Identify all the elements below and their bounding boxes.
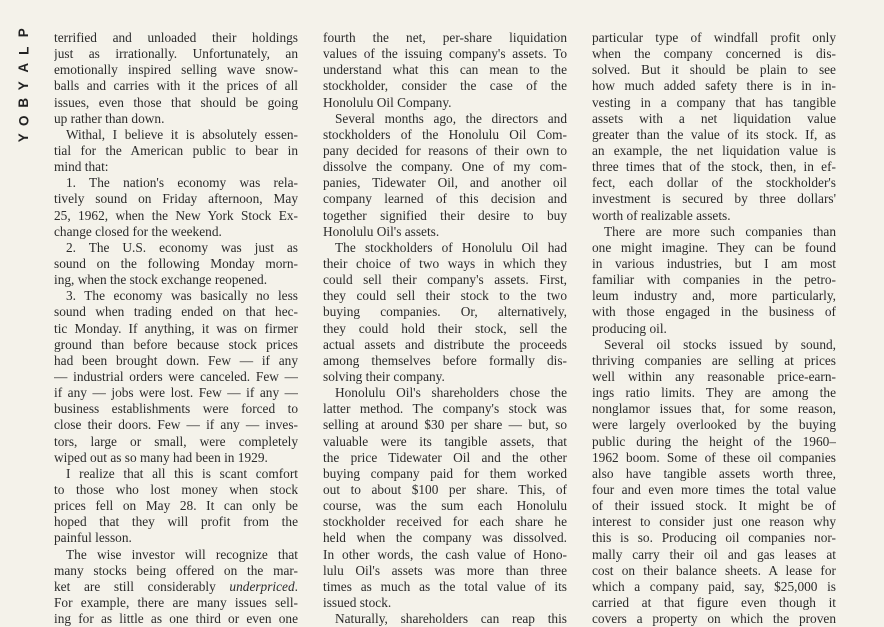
text-line: if any — jobs were lost. Few — if any — — [54, 385, 298, 401]
text-line: among themselves before formally dis- — [323, 352, 567, 368]
text-line: fect, each dollar of the stockholder's — [592, 175, 836, 191]
text-line: hoped that they will profit from the — [54, 514, 298, 530]
text-line: panies, Tidewater Oil, and another oil — [323, 175, 567, 191]
text-line: mind that: — [54, 159, 109, 175]
text-line: pany decided for reasons of their own to — [323, 142, 567, 158]
text-line: assets with a net liquidation value — [592, 110, 836, 126]
text-line: when the company concerned is dis- — [592, 46, 836, 62]
text-line: leum industry and, more particularly, — [592, 288, 836, 304]
text-line: they could hold their stock, sell the — [323, 320, 567, 336]
text-line: covers a property on which the proven — [592, 611, 836, 627]
text-line: — industrial orders were canceled. Few — — [54, 368, 298, 384]
text-line: one might imagine. They can be found — [592, 239, 836, 255]
text-line: Withal, I believe it is absolutely essen- — [66, 126, 298, 142]
text-line: balls and carries with it the prices of all — [54, 78, 298, 94]
brand-letter: L — [16, 46, 32, 55]
text-line: to those who lost money when stock — [54, 481, 298, 497]
text-line: 1962 boom. Some of these oil companies — [592, 449, 836, 465]
text-line: they could sell their stock to the two — [323, 288, 567, 304]
text-line: There are more such companies than — [604, 223, 836, 239]
text-line: company learned of this decision and — [323, 191, 567, 207]
text-line: stockholders of the Honolulu Oil Com- — [323, 126, 567, 142]
text-line: For example, there are many issues sell- — [54, 594, 298, 610]
text-line: four and even more times the total value — [592, 481, 836, 497]
text-line: emotionally inspired selling wave snow- — [54, 62, 298, 78]
text-line: vesting in a company that has tangible — [592, 94, 836, 110]
text-line: ings ratio limits. They are among the — [592, 385, 836, 401]
text-line: were largely overlooked by the buying — [592, 417, 836, 433]
text-column-1 — [54, 30, 298, 627]
text-line: in various industries, but I am most — [592, 255, 836, 271]
text-line: producing oil. — [592, 320, 667, 336]
text-line: how much added safety there is in in- — [592, 78, 836, 94]
text-line: ket are still considerably underpriced. — [54, 578, 298, 594]
brand-letter: P — [16, 28, 32, 38]
text-line: public during the height of the 1960– — [592, 433, 836, 449]
text-line: tial for the American public to bear in — [54, 142, 298, 158]
text-line: actual assets and distribute the proceeds — [323, 336, 567, 352]
text-line: buying companies. Or, alternatively, — [323, 304, 567, 320]
text-line: greater than the value of its stock. If, as — [592, 126, 836, 142]
text-line: three times that of the stock, then, in ef- — [592, 159, 836, 175]
text-line: solving their company. — [323, 368, 445, 384]
text-line: sound on the following Monday morn- — [54, 255, 298, 271]
text-line: issues, even those that should be going — [54, 94, 298, 110]
text-line: with those engaged in the business of — [592, 304, 836, 320]
text-line: 1. The nation's economy was rela- — [66, 175, 298, 191]
text-line: Honolulu Oil's shareholders chose the — [335, 385, 567, 401]
brand-letter: A — [16, 62, 32, 73]
text-line: stockholder, consider the case of the — [323, 78, 567, 94]
text-line: familiar with companies in the petro- — [592, 272, 836, 288]
text-line: selling at around $30 per share — but, so — [323, 417, 567, 433]
text-line: values of the issuing company's assets. To — [323, 46, 567, 62]
brand-letter: Y — [16, 133, 32, 143]
text-line: tors, large or small, were completely — [54, 433, 298, 449]
brand-letter: Y — [16, 80, 32, 90]
text-line: wiped out as so many had been in 1929. — [54, 449, 268, 465]
text-line: carried at that figure even though it — [592, 594, 836, 610]
text-line: course, was the sum each Honolulu — [323, 498, 567, 514]
text-line: tively sound on Friday afternoon, May — [54, 191, 298, 207]
text-line: Several months ago, the directors and — [335, 110, 567, 126]
text-line: business establishments were forced to — [54, 401, 298, 417]
text-line: The stockholders of Honolulu Oil had — [335, 239, 567, 255]
text-line: their choice of two ways in which they — [323, 255, 567, 271]
text-line: out to about $100 per share. This, of — [323, 481, 567, 497]
text-line: fourth the net, per-share liquidation — [323, 30, 567, 45]
text-line: up rather than down. — [54, 110, 165, 126]
text-line: mally carry their oil and gas leases at — [592, 546, 836, 562]
text-line: Honolulu Oil's assets. — [323, 223, 440, 239]
text-line: ground than before because stock prices — [54, 336, 298, 352]
text-line: together signified their desire to buy — [323, 207, 567, 223]
text-line: dissolve the company. One of my com- — [323, 159, 567, 175]
text-line: 25, 1962, when the New York Stock Ex- — [54, 207, 298, 223]
text-line: The wise investor will recognize that — [66, 546, 298, 562]
text-line: of their issued stock. It might be of — [592, 498, 836, 514]
text-line: just as irrationally. Unfortunately, an — [54, 46, 298, 62]
text-line: thriving companies are selling at prices — [592, 352, 836, 368]
text-line: buying company paid for them worked — [323, 465, 567, 481]
text-line: worth of realizable assets. — [592, 207, 731, 223]
text-line: nonglamor issues that, for some reason, — [592, 401, 836, 417]
text-line: prices fell on May 28. It can only be — [54, 498, 298, 514]
text-line: tic Monday. If anything, it was on firmer — [54, 320, 298, 336]
text-line: I realize that all this is scant comfort — [66, 465, 298, 481]
text-line: the price Tidewater Oil and the other — [323, 449, 567, 465]
text-line: particular type of windfall profit only — [592, 30, 836, 45]
text-line: well within any reasonable price-earn- — [592, 368, 836, 384]
text-line: In other words, the cash value of Hono- — [323, 546, 567, 562]
text-line: had been brought down. Few — if any — [54, 352, 298, 368]
text-line: painful lesson. — [54, 530, 132, 546]
text-line: times as much as the total value of its — [323, 578, 567, 594]
text-line: an example, the net liquidation value is — [592, 142, 836, 158]
text-line: ing, when the stock exchange reopened. — [54, 272, 268, 288]
text-line: investment is secured by three dollars' — [592, 191, 836, 207]
text-line: ing for as little as one third or even one — [54, 611, 298, 627]
text-line: stockholder received for each share he — [323, 514, 567, 530]
text-line: Several oil stocks issued by sound, — [604, 336, 836, 352]
text-line: interest to consider just one reason why — [592, 514, 836, 530]
text-line: lulu Oil's assets was more than three — [323, 562, 567, 578]
text-line: cost on their balance sheets. A lease for — [592, 562, 836, 578]
text-line: held when the company was dissolved. — [323, 530, 567, 546]
text-line: Naturally, shareholders can reap this — [335, 611, 567, 627]
text-line: sound when trading ended on that hec- — [54, 304, 298, 320]
text-line: also have tangible assets worth three, — [592, 465, 836, 481]
brand-letter: B — [16, 97, 32, 108]
text-line: 3. The economy was basically no less — [66, 288, 298, 304]
text-column-2 — [323, 30, 567, 627]
text-line: solved. But it should be plain to see — [592, 62, 836, 78]
brand-letter: O — [16, 114, 32, 126]
text-line: change closed for the weekend. — [54, 223, 222, 239]
text-line: 2. The U.S. economy was just as — [66, 239, 298, 255]
text-line: issued stock. — [323, 594, 392, 610]
text-line: valuable were its tangible assets, that — [323, 433, 567, 449]
text-line: terrified and unloaded their holdings — [54, 30, 298, 45]
text-line: this is so. Producing oil companies nor- — [592, 530, 836, 546]
text-line: could sell their company's assets. First, — [323, 272, 567, 288]
text-line: close their doors. Few — if any — inves- — [54, 417, 298, 433]
text-line: which a company paid, say, $25,000 is — [592, 578, 836, 594]
text-line: many stocks being offered on the mar- — [54, 562, 298, 578]
magazine-name-vertical — [17, 24, 31, 147]
text-line: latter method. The company's stock was — [323, 401, 567, 417]
text-column-3 — [592, 30, 836, 627]
page-sidebar — [0, 0, 48, 605]
text-line: understand what this can mean to the — [323, 62, 567, 78]
text-line: Honolulu Oil Company. — [323, 94, 452, 110]
